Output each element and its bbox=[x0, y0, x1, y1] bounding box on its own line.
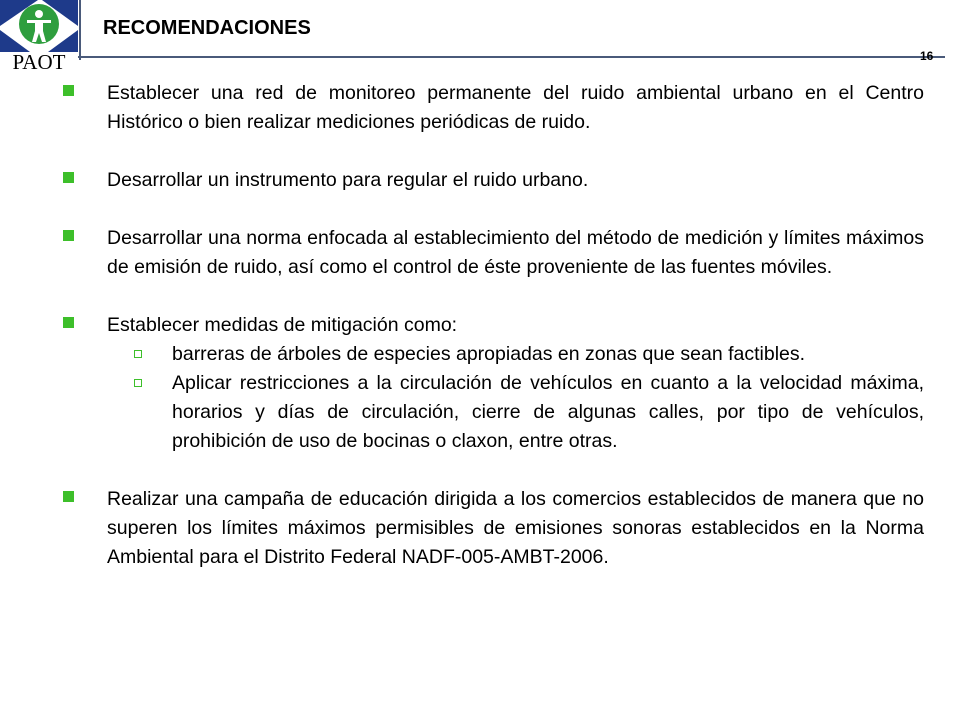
list-item-text: Realizar una campaña de educación dirigida a los comercios establecidos de manera que no superen los límites máximos permisibles de emisiones sonoras establecidos en la Norma Ambiental para el Distrito Federal NADF-005-AMBT-2006. bbox=[107, 488, 924, 568]
sub-list-item bbox=[62, 369, 924, 456]
list-item-text: Establecer medidas de mitigación como: bbox=[107, 314, 458, 336]
list-item-text: Desarrollar un instrumento para regular el ruido urbano. bbox=[107, 169, 589, 191]
list-item bbox=[62, 311, 924, 340]
square-bullet-icon bbox=[63, 230, 74, 241]
logo-text: PAOT bbox=[12, 50, 66, 74]
sub-list-item-text: Aplicar restricciones a la circulación de vehículos en cuanto a la velocidad máxima, horarios y días de circulación, cierre de algunas calles, por tipo de vehículos, prohibición de uso de bocinas o claxon, entre otras. bbox=[172, 372, 924, 452]
sub-list-item-text: barreras de árboles de especies apropiadas en zonas que sean factibles. bbox=[172, 343, 806, 365]
sub-list-item bbox=[62, 340, 924, 369]
list-item bbox=[62, 79, 924, 137]
list-item bbox=[62, 166, 924, 195]
page-title: RECOMENDACIONES bbox=[103, 17, 311, 39]
square-bullet-icon bbox=[63, 317, 74, 328]
spacer bbox=[62, 456, 924, 485]
list-item-text: Desarrollar una norma enfocada al establecimiento del método de medición y límites máximos de emisión de ruido, así como el control de éste proveniente de las fuentes móviles. bbox=[107, 227, 924, 278]
square-bullet-icon bbox=[63, 172, 74, 183]
list-item-text: Establecer una red de monitoreo permanente del ruido ambiental urbano en el Centro Histórico o bien realizar mediciones periódicas de ruido. bbox=[107, 82, 924, 133]
header-vertical-rule bbox=[79, 0, 81, 60]
hollow-square-bullet-icon bbox=[134, 350, 142, 358]
header-horizontal-rule bbox=[78, 56, 945, 58]
list-item bbox=[62, 485, 924, 572]
hollow-square-bullet-icon bbox=[134, 379, 142, 387]
recommendations-list bbox=[62, 79, 924, 601]
list-item bbox=[62, 224, 924, 282]
square-bullet-icon bbox=[63, 491, 74, 502]
paot-logo bbox=[0, 0, 78, 80]
logo-emblem-icon bbox=[0, 0, 78, 52]
page-number: 16 bbox=[920, 49, 934, 63]
square-bullet-icon bbox=[63, 85, 74, 96]
